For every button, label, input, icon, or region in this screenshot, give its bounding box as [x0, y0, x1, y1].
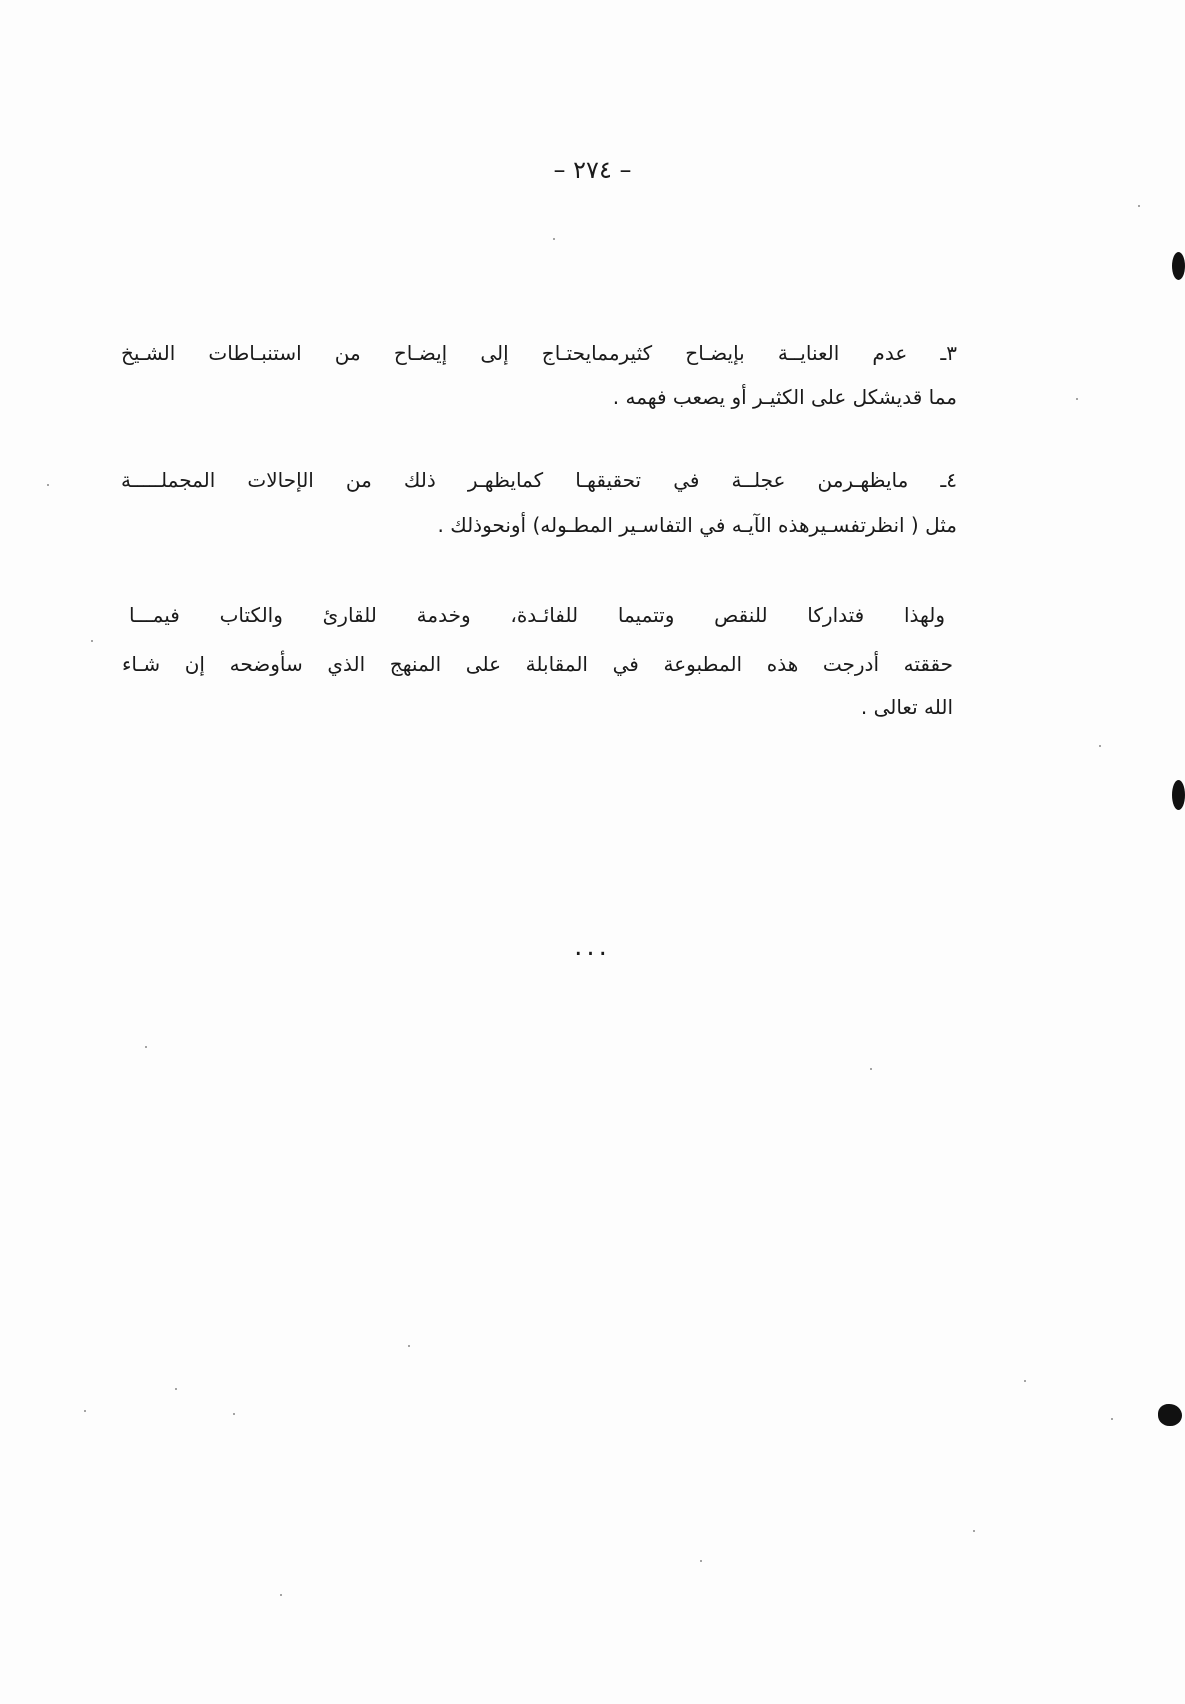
- scan-speck: [553, 238, 555, 240]
- scan-blot: [1172, 252, 1185, 280]
- scan-speck: [1111, 1418, 1113, 1420]
- scan-speck: [1099, 745, 1101, 747]
- scan-speck: [973, 1530, 975, 1532]
- paragraph-line-1: ولهذا فتداركا للنقص وتتميما للفائـدة، وخدمة للقارئ والكتاب فيمـــا: [129, 603, 945, 627]
- scan-speck: [408, 1345, 410, 1347]
- scan-blot: [1172, 780, 1185, 810]
- scan-speck: [145, 1046, 147, 1048]
- item-4-line-2: مثل ( انظرتفسـيرهذه الآيـه في التفاسـير المطـوله) أونحوذلك .: [437, 513, 957, 537]
- scan-speck: [280, 1594, 282, 1596]
- scan-speck: [47, 484, 49, 486]
- scan-speck: [870, 1068, 872, 1070]
- item-4-line-1: ٤ـ مايظهـرمن عجلــة في تحقيقهـا كمايظهـر ذلك من الإحالات المجملـــــة: [121, 468, 957, 492]
- scan-speck: [233, 1413, 235, 1415]
- scan-blot: [1158, 1404, 1182, 1426]
- scan-speck: [175, 1388, 177, 1390]
- page-number: – ٢٧٤ –: [553, 156, 632, 184]
- paragraph-line-2: حققته أدرجت هذه المطبوعة في المقابلة على المنهج الذي سأوضحه إن شـاء: [122, 652, 953, 676]
- item-3-line-1: ٣ـ عدم العنايــة بإيضـاح كثيرممايحتـاج إلى إيضـاح من استنبـاطات الشـيخ: [121, 341, 957, 365]
- scan-speck: [1076, 398, 1078, 400]
- paragraph-line-3: الله تعالى .: [860, 695, 953, 719]
- scan-speck: [91, 640, 93, 642]
- item-3-line-2: مما قديشكل على الكثيـر أو يصعب فهمه .: [612, 385, 957, 409]
- section-separator: ...: [574, 932, 611, 962]
- scan-speck: [1138, 205, 1140, 207]
- scan-speck: [84, 1410, 86, 1412]
- scan-speck: [700, 1560, 702, 1562]
- scan-speck: [1024, 1380, 1026, 1382]
